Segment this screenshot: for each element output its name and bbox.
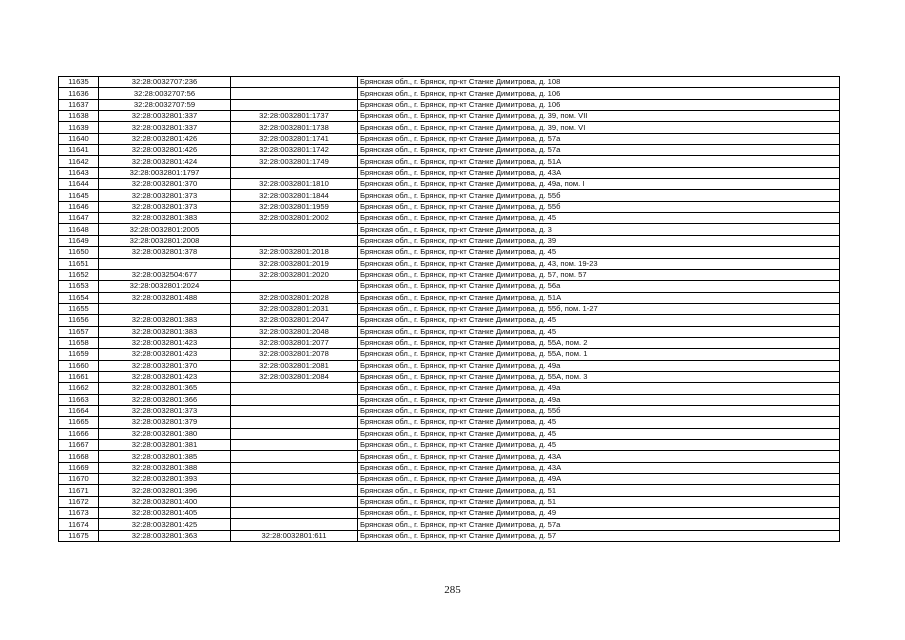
- address-cell: Брянская обл., г. Брянск, пр-кт Станке Димитрова, д. 55б, пом. 1-27: [358, 303, 840, 314]
- cadastral-number-cell: 32:28:0032801:383: [99, 315, 231, 326]
- cadastral-number-cell: 32:28:0032801:488: [99, 292, 231, 303]
- address-cell: Брянская обл., г. Брянск, пр-кт Станке Димитрова, д. 56а: [358, 281, 840, 292]
- table-row: [59, 371, 840, 382]
- row-number-cell: 11642: [59, 156, 99, 167]
- row-number-cell: 11646: [59, 201, 99, 212]
- row-number-cell: 11660: [59, 360, 99, 371]
- address-cell: Брянская обл., г. Брянск, пр-кт Станке Димитрова, д. 45: [358, 440, 840, 451]
- cadastral-number-cell: 32:28:0032801:423: [99, 349, 231, 360]
- premises-cadastral-number-cell: [231, 428, 358, 439]
- address-cell: Брянская обл., г. Брянск, пр-кт Станке Димитрова, д. 57а: [358, 145, 840, 156]
- table-row: [59, 224, 840, 235]
- table-row: [59, 405, 840, 416]
- table-row: [59, 508, 840, 519]
- cadastral-number-cell: 32:28:0032801:400: [99, 496, 231, 507]
- premises-cadastral-number-cell: [231, 167, 358, 178]
- address-cell: Брянская обл., г. Брянск, пр-кт Станке Димитрова, д. 55б: [358, 405, 840, 416]
- cadastral-number-cell: 32:28:0032801:373: [99, 201, 231, 212]
- cadastral-number-cell: 32:28:0032801:2008: [99, 235, 231, 246]
- row-number-cell: 11656: [59, 315, 99, 326]
- row-number-cell: 11649: [59, 235, 99, 246]
- premises-cadastral-number-cell: 32:28:0032801:1738: [231, 122, 358, 133]
- address-cell: Брянская обл., г. Брянск, пр-кт Станке Димитрова, д. 45: [358, 417, 840, 428]
- row-number-cell: 11674: [59, 519, 99, 530]
- premises-cadastral-number-cell: 32:28:0032801:1741: [231, 133, 358, 144]
- cadastral-number-cell: 32:28:0032801:378: [99, 247, 231, 258]
- table-row: [59, 360, 840, 371]
- premises-cadastral-number-cell: [231, 417, 358, 428]
- cadastral-number-cell: 32:28:0032801:425: [99, 519, 231, 530]
- premises-cadastral-number-cell: [231, 235, 358, 246]
- table-row: [59, 133, 840, 144]
- address-cell: Брянская обл., г. Брянск, пр-кт Станке Димитрова, д. 49а: [358, 394, 840, 405]
- premises-cadastral-number-cell: 32:28:0032801:1749: [231, 156, 358, 167]
- row-number-cell: 11643: [59, 167, 99, 178]
- premises-cadastral-number-cell: 32:28:0032801:611: [231, 530, 358, 541]
- premises-cadastral-number-cell: [231, 88, 358, 99]
- address-cell: Брянская обл., г. Брянск, пр-кт Станке Димитрова, д. 45: [358, 326, 840, 337]
- cadastral-number-cell: 32:28:0032801:396: [99, 485, 231, 496]
- row-number-cell: 11635: [59, 77, 99, 88]
- address-cell: Брянская обл., г. Брянск, пр-кт Станке Димитрова, д. 43А: [358, 451, 840, 462]
- cadastral-number-cell: 32:28:0032801:388: [99, 462, 231, 473]
- table-row: [59, 201, 840, 212]
- page-number: 285: [444, 584, 461, 596]
- table-row: [59, 315, 840, 326]
- cadastral-number-cell: 32:28:0032801:383: [99, 213, 231, 224]
- premises-cadastral-number-cell: 32:28:0032801:2078: [231, 349, 358, 360]
- table-row: [59, 462, 840, 473]
- address-cell: Брянская обл., г. Брянск, пр-кт Станке Димитрова, д. 106: [358, 99, 840, 110]
- cadastral-number-cell: 32:28:0032801:405: [99, 508, 231, 519]
- table-row: [59, 235, 840, 246]
- row-number-cell: 11640: [59, 133, 99, 144]
- address-cell: Брянская обл., г. Брянск, пр-кт Станке Димитрова, д. 39, пом. VI: [358, 122, 840, 133]
- address-cell: Брянская обл., г. Брянск, пр-кт Станке Димитрова, д. 39: [358, 235, 840, 246]
- address-cell: Брянская обл., г. Брянск, пр-кт Станке Димитрова, д. 49: [358, 508, 840, 519]
- premises-cadastral-number-cell: 32:28:0032801:2019: [231, 258, 358, 269]
- row-number-cell: 11650: [59, 247, 99, 258]
- cadastral-number-cell: 32:28:0032801:370: [99, 360, 231, 371]
- premises-cadastral-number-cell: [231, 496, 358, 507]
- address-cell: Брянская обл., г. Брянск, пр-кт Станке Димитрова, д. 43А: [358, 462, 840, 473]
- row-number-cell: 11654: [59, 292, 99, 303]
- address-cell: Брянская обл., г. Брянск, пр-кт Станке Димитрова, д. 43А: [358, 167, 840, 178]
- table-row: [59, 156, 840, 167]
- row-number-cell: 11645: [59, 190, 99, 201]
- row-number-cell: 11665: [59, 417, 99, 428]
- premises-cadastral-number-cell: 32:28:0032801:2020: [231, 269, 358, 280]
- address-cell: Брянская обл., г. Брянск, пр-кт Станке Димитрова, д. 3: [358, 224, 840, 235]
- premises-cadastral-number-cell: [231, 383, 358, 394]
- row-number-cell: 11672: [59, 496, 99, 507]
- premises-cadastral-number-cell: [231, 224, 358, 235]
- address-cell: Брянская обл., г. Брянск, пр-кт Станке Димитрова, д. 45: [358, 315, 840, 326]
- cadastral-number-cell: 32:28:0032801:2005: [99, 224, 231, 235]
- address-cell: Брянская обл., г. Брянск, пр-кт Станке Димитрова, д. 55б: [358, 190, 840, 201]
- premises-cadastral-number-cell: [231, 474, 358, 485]
- row-number-cell: 11657: [59, 326, 99, 337]
- cadastral-number-cell: 32:28:0032801:373: [99, 405, 231, 416]
- cadastral-number-cell: 32:28:0032801:424: [99, 156, 231, 167]
- row-number-cell: 11658: [59, 337, 99, 348]
- premises-cadastral-number-cell: 32:28:0032801:2047: [231, 315, 358, 326]
- cadastral-number-cell: 32:28:0032801:2024: [99, 281, 231, 292]
- table-row: [59, 349, 840, 360]
- cadastral-number-cell: 32:28:0032707:236: [99, 77, 231, 88]
- premises-cadastral-number-cell: [231, 394, 358, 405]
- table-row: [59, 383, 840, 394]
- table-row: [59, 417, 840, 428]
- address-cell: Брянская обл., г. Брянск, пр-кт Станке Димитрова, д. 51: [358, 496, 840, 507]
- row-number-cell: 11669: [59, 462, 99, 473]
- cadastral-number-cell: 32:28:0032801:380: [99, 428, 231, 439]
- row-number-cell: 11638: [59, 111, 99, 122]
- row-number-cell: 11655: [59, 303, 99, 314]
- table-row: [59, 258, 840, 269]
- premises-cadastral-number-cell: 32:28:0032801:2077: [231, 337, 358, 348]
- row-number-cell: 11675: [59, 530, 99, 541]
- table-row: [59, 485, 840, 496]
- address-cell: Брянская обл., г. Брянск, пр-кт Станке Димитрова, д. 45: [358, 428, 840, 439]
- address-cell: Брянская обл., г. Брянск, пр-кт Станке Димитрова, д. 43, пом. 19-23: [358, 258, 840, 269]
- table-row: [59, 428, 840, 439]
- row-number-cell: 11653: [59, 281, 99, 292]
- table-row: [59, 88, 840, 99]
- row-number-cell: 11641: [59, 145, 99, 156]
- row-number-cell: 11647: [59, 213, 99, 224]
- row-number-cell: 11668: [59, 451, 99, 462]
- premises-cadastral-number-cell: 32:28:0032801:2081: [231, 360, 358, 371]
- row-number-cell: 11667: [59, 440, 99, 451]
- table-row: [59, 122, 840, 133]
- premises-cadastral-number-cell: 32:28:0032801:1844: [231, 190, 358, 201]
- premises-cadastral-number-cell: 32:28:0032801:2018: [231, 247, 358, 258]
- premises-cadastral-number-cell: 32:28:0032801:2002: [231, 213, 358, 224]
- row-number-cell: 11671: [59, 485, 99, 496]
- premises-cadastral-number-cell: 32:28:0032801:2048: [231, 326, 358, 337]
- table-row: [59, 145, 840, 156]
- table-row: [59, 247, 840, 258]
- cadastral-number-cell: 32:28:0032707:59: [99, 99, 231, 110]
- address-cell: Брянская обл., г. Брянск, пр-кт Станке Димитрова, д. 57, пом. 57: [358, 269, 840, 280]
- cadastral-number-cell: 32:28:0032801:366: [99, 394, 231, 405]
- cadastral-number-cell: 32:28:0032801:1797: [99, 167, 231, 178]
- cadastral-number-cell: 32:28:0032801:426: [99, 133, 231, 144]
- cadastral-number-cell: 32:28:0032801:393: [99, 474, 231, 485]
- cadastral-number-cell: 32:28:0032707:56: [99, 88, 231, 99]
- address-cell: Брянская обл., г. Брянск, пр-кт Станке Димитрова, д. 49А: [358, 474, 840, 485]
- address-cell: Брянская обл., г. Брянск, пр-кт Станке Димитрова, д. 45: [358, 213, 840, 224]
- premises-cadastral-number-cell: 32:28:0032801:1742: [231, 145, 358, 156]
- premises-cadastral-number-cell: 32:28:0032801:2084: [231, 371, 358, 382]
- cadastral-number-cell: 32:28:0032801:423: [99, 337, 231, 348]
- row-number-cell: 11664: [59, 405, 99, 416]
- table-row: [59, 167, 840, 178]
- table-row: [59, 440, 840, 451]
- address-cell: Брянская обл., г. Брянск, пр-кт Станке Димитрова, д. 57а: [358, 133, 840, 144]
- premises-cadastral-number-cell: [231, 451, 358, 462]
- cadastral-number-cell: 32:28:0032801:383: [99, 326, 231, 337]
- premises-cadastral-number-cell: [231, 405, 358, 416]
- cadastral-number-cell: 32:28:0032801:373: [99, 190, 231, 201]
- table-row: [59, 326, 840, 337]
- row-number-cell: 11652: [59, 269, 99, 280]
- table-row: [59, 269, 840, 280]
- row-number-cell: 11673: [59, 508, 99, 519]
- cadastral-number-cell: [99, 258, 231, 269]
- premises-cadastral-number-cell: [231, 485, 358, 496]
- cadastral-number-cell: 32:28:0032801:370: [99, 179, 231, 190]
- premises-cadastral-number-cell: [231, 519, 358, 530]
- premises-cadastral-number-cell: [231, 508, 358, 519]
- address-cell: Брянская обл., г. Брянск, пр-кт Станке Димитрова, д. 55А, пом. 3: [358, 371, 840, 382]
- cadastral-number-cell: 32:28:0032801:381: [99, 440, 231, 451]
- row-number-cell: 11651: [59, 258, 99, 269]
- premises-cadastral-number-cell: [231, 440, 358, 451]
- address-cell: Брянская обл., г. Брянск, пр-кт Станке Димитрова, д. 51А: [358, 156, 840, 167]
- table-row: [59, 530, 840, 541]
- registry-table-body: [59, 77, 840, 542]
- table-row: [59, 111, 840, 122]
- premises-cadastral-number-cell: [231, 77, 358, 88]
- table-row: [59, 292, 840, 303]
- premises-cadastral-number-cell: 32:28:0032801:1737: [231, 111, 358, 122]
- cadastral-number-cell: 32:28:0032801:426: [99, 145, 231, 156]
- table-row: [59, 451, 840, 462]
- row-number-cell: 11666: [59, 428, 99, 439]
- table-row: [59, 303, 840, 314]
- address-cell: Брянская обл., г. Брянск, пр-кт Станке Димитрова, д. 39, пом. VII: [358, 111, 840, 122]
- premises-cadastral-number-cell: 32:28:0032801:1959: [231, 201, 358, 212]
- row-number-cell: 11661: [59, 371, 99, 382]
- address-cell: Брянская обл., г. Брянск, пр-кт Станке Димитрова, д. 55б: [358, 201, 840, 212]
- table-row: [59, 281, 840, 292]
- address-cell: Брянская обл., г. Брянск, пр-кт Станке Димитрова, д. 57: [358, 530, 840, 541]
- premises-cadastral-number-cell: [231, 99, 358, 110]
- cadastral-number-cell: [99, 303, 231, 314]
- table-row: [59, 519, 840, 530]
- table-row: [59, 213, 840, 224]
- row-number-cell: 11648: [59, 224, 99, 235]
- premises-cadastral-number-cell: 32:28:0032801:2031: [231, 303, 358, 314]
- premises-cadastral-number-cell: 32:28:0032801:2028: [231, 292, 358, 303]
- row-number-cell: 11659: [59, 349, 99, 360]
- row-number-cell: 11663: [59, 394, 99, 405]
- address-cell: Брянская обл., г. Брянск, пр-кт Станке Димитрова, д. 106: [358, 88, 840, 99]
- cadastral-number-cell: 32:28:0032801:337: [99, 111, 231, 122]
- premises-cadastral-number-cell: 32:28:0032801:1810: [231, 179, 358, 190]
- address-cell: Брянская обл., г. Брянск, пр-кт Станке Димитрова, д. 57а: [358, 519, 840, 530]
- table-row: [59, 474, 840, 485]
- address-cell: Брянская обл., г. Брянск, пр-кт Станке Димитрова, д. 49а, пом. I: [358, 179, 840, 190]
- row-number-cell: 11662: [59, 383, 99, 394]
- table-row: [59, 337, 840, 348]
- address-cell: Брянская обл., г. Брянск, пр-кт Станке Димитрова, д. 55А, пом. 1: [358, 349, 840, 360]
- table-row: [59, 190, 840, 201]
- address-cell: Брянская обл., г. Брянск, пр-кт Станке Димитрова, д. 108: [358, 77, 840, 88]
- cadastral-number-cell: 32:28:0032801:337: [99, 122, 231, 133]
- table-row: [59, 496, 840, 507]
- cadastral-number-cell: 32:28:0032504:677: [99, 269, 231, 280]
- cadastral-number-cell: 32:28:0032801:423: [99, 371, 231, 382]
- table-row: [59, 394, 840, 405]
- cadastral-number-cell: 32:28:0032801:379: [99, 417, 231, 428]
- row-number-cell: 11637: [59, 99, 99, 110]
- row-number-cell: 11644: [59, 179, 99, 190]
- cadastral-number-cell: 32:28:0032801:363: [99, 530, 231, 541]
- cadastral-number-cell: 32:28:0032801:365: [99, 383, 231, 394]
- cadastral-number-cell: 32:28:0032801:385: [99, 451, 231, 462]
- address-cell: Брянская обл., г. Брянск, пр-кт Станке Димитрова, д. 51: [358, 485, 840, 496]
- address-cell: Брянская обл., г. Брянск, пр-кт Станке Димитрова, д. 55А, пом. 2: [358, 337, 840, 348]
- row-number-cell: 11639: [59, 122, 99, 133]
- address-cell: Брянская обл., г. Брянск, пр-кт Станке Димитрова, д. 51А: [358, 292, 840, 303]
- address-cell: Брянская обл., г. Брянск, пр-кт Станке Димитрова, д. 49а: [358, 383, 840, 394]
- row-number-cell: 11636: [59, 88, 99, 99]
- premises-cadastral-number-cell: [231, 281, 358, 292]
- address-cell: Брянская обл., г. Брянск, пр-кт Станке Димитрова, д. 49а: [358, 360, 840, 371]
- registry-table: [58, 76, 840, 542]
- address-cell: Брянская обл., г. Брянск, пр-кт Станке Димитрова, д. 45: [358, 247, 840, 258]
- table-row: [59, 77, 840, 88]
- table-row: [59, 179, 840, 190]
- table-row: [59, 99, 840, 110]
- row-number-cell: 11670: [59, 474, 99, 485]
- premises-cadastral-number-cell: [231, 462, 358, 473]
